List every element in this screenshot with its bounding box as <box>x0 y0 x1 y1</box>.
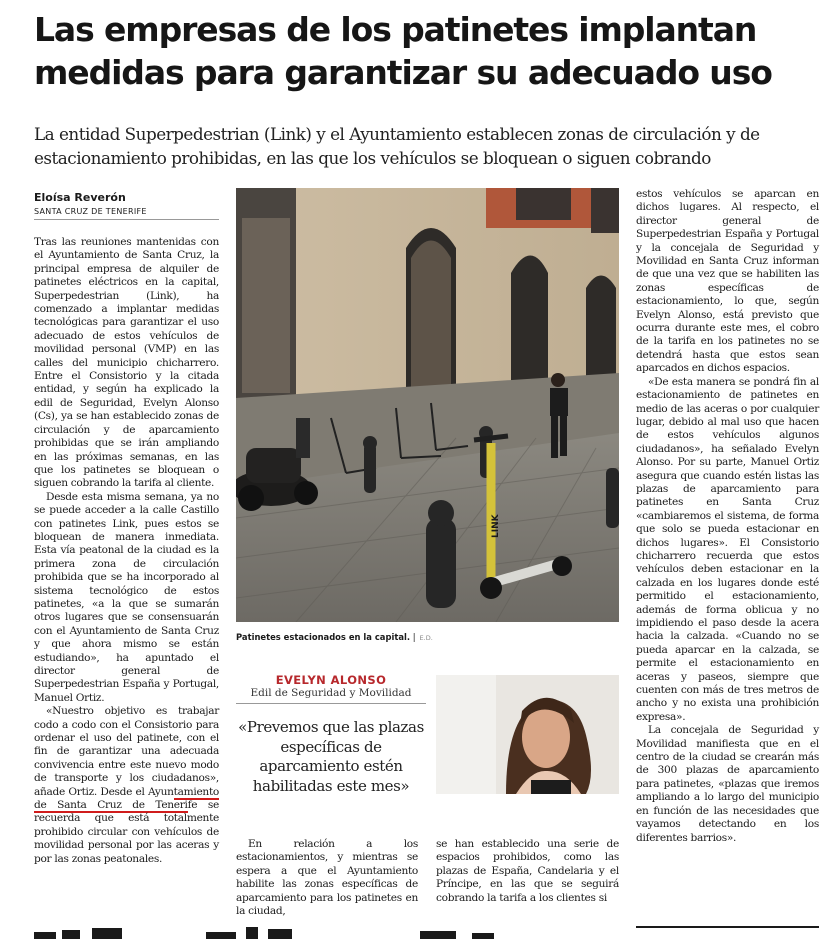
paragraph-text: fe se recuerda que está totalmente prohibido circular con vehículos de movilidad personal por las aceras y por las zonas peatonales. <box>34 799 219 865</box>
byline <box>34 191 219 220</box>
separator: | <box>410 632 416 642</box>
article-headline: Las empresas de los patinetes implantan medidas para garantizar su adecuado uso <box>34 10 772 92</box>
photo-caption <box>236 632 433 644</box>
column-4 <box>636 188 819 845</box>
dateline-location: SANTA CRUZ DE TENERIFE <box>34 207 147 216</box>
scooter-brand-label: LINK <box>491 514 501 538</box>
street-scene-image <box>236 188 619 622</box>
cut-headline-glyphs <box>0 922 834 939</box>
paragraph: «De esta manera se pondrá fin al estacionamiento de patinetes en medio de las aceras o por cualquier lugar, debido al mal uso que hacen de estos vehículos algunos ciudadanos», ha señalado Evelyn Alonso. Por su parte, Manuel Ortiz asegura que cuando estén listas las plazas de aparcamiento para patinetes en Santa Cruz «cambiaremos el sistema, de forma que solo se pueda estacionar en dichos lugares». El Consistorio chicharrero recuerda que estos vehículos deben estacionar en la calzada en los lugares donde esté permitido el estacionamiento, además de forma oblicua y no impidiendo el paso desde la acera hacia la calzada. «Cuando no se pueda aparcar en la calzada, se permite el estacionamiento en aceras y paseos, siempre que cuenten con más de tres metros de ancho y no exista una prohibición expresa». <box>636 375 819 723</box>
column-2 <box>236 838 418 918</box>
pull-quote: «Prevemos que las plazas específicas de aparcamiento estén habilitadas este mes» <box>238 718 424 795</box>
photo-credit: E.D. <box>419 634 433 642</box>
portrait-photo <box>436 675 619 794</box>
next-article-fragment <box>0 922 834 939</box>
evelyn-alonso-portrait <box>436 675 619 794</box>
scooters-photo <box>236 188 619 622</box>
paragraph: Tras las reuniones mantenidas con el Ayuntamiento de Santa Cruz, la principal empresa de alquiler de patinetes eléctricos en la capital, Superpedestrian (Link), ha comenzado a implantar medidas tecnológicas para garantizar el uso adecuado de estos vehículos de movilidad personal (VMP) en las calles del municipio chicharrero. Entre el Consistorio y la citada entidad, y según ha explicado la edil de Seguridad, Evelyn Alonso (Cs), ya se han establecido zonas de circulación y de aparcamiento prohibidas que se irán ampliando en las próximas semanas, en las que los patinetes se bloquean o siguen cobrando la tarifa al cliente. <box>34 236 219 490</box>
paragraph: Desde esta misma semana, ya no se puede acceder a la calle Castillo con patinetes Link, pues estos se bloquean de manera inmediata. Esta vía peatonal de la ciudad es la primera zona de circulación prohibida que se ha incorporado al sistema tecnológico de estos patinetes, «a la que se sumarán otros lugares que se consensuarán con el Ayuntamiento de Santa Cruz y que ahora mismo se están estudiando», ha apuntado el director general de Superpedestrian España y Portugal, Manuel Ortiz. <box>34 490 219 704</box>
divider <box>236 703 426 704</box>
paragraph-text: «Nuestro objetivo es trabajar codo a codo con el Consistorio para ordenar el uso del patinete, con el fin de garantizar una adecuada convivencia entre este nuevo modo de transporte y los ciudadanos», añade Ortiz. Desde el Ayun <box>34 705 219 798</box>
article-subheadline: La entidad Superpedestrian (Link) y el Ayuntamiento establecen zonas de circulación y de estacionamiento prohibidas, en las que los vehículos se bloquean o siguen cobrando <box>34 124 760 168</box>
author-name: Eloísa Reverón <box>34 191 126 204</box>
paragraph: estos vehículos se aparcan en dichos lugares. Al respecto, el director general de Superpedestrian España y Portugal y la concejala de Seguridad y Movilidad en Santa Cruz informan de que una vez que se habiliten las zonas específicas de estacionamiento, lo que, según Evelyn Alonso, está previsto que ocurra durante este mes, el cobro de la tarifa en los patinetes no se detendrá hasta que estos sean aparcados en dichos espacios. <box>636 188 819 375</box>
paragraph: La concejala de Seguridad y Movilidad manifiesta que en el centro de la ciudad se crearán más de 300 plazas de aparcamiento para patinetes, «plazas que iremos ampliando a lo largo del municipio en función de las necesidades que vayamos detectando en los diferentes barrios». <box>636 724 819 844</box>
caption-text: Patinetes estacionados en la capital. <box>236 632 411 642</box>
column-3 <box>436 838 619 905</box>
paragraph: se han establecido una serie de espacios prohibidos, como las plazas de España, Candelaria y el Príncipe, en las que se seguirá cobrando la tarifa a los clientes si <box>436 838 619 904</box>
paragraph: En relación a los estacionamientos, y mientras se espera a que el Ayuntamiento habilite las zonas específicas de aparcamiento para los patinetes en la ciudad, <box>236 838 418 918</box>
quote-person-role: Edil de Seguridad y Movilidad <box>250 687 412 699</box>
paragraph <box>34 705 219 866</box>
red-underline-highlight: tamiento de Santa Cruz de Teneri <box>34 785 219 812</box>
quote-person-name: EVELYN ALONSO <box>275 673 387 687</box>
column-1 <box>34 236 219 866</box>
